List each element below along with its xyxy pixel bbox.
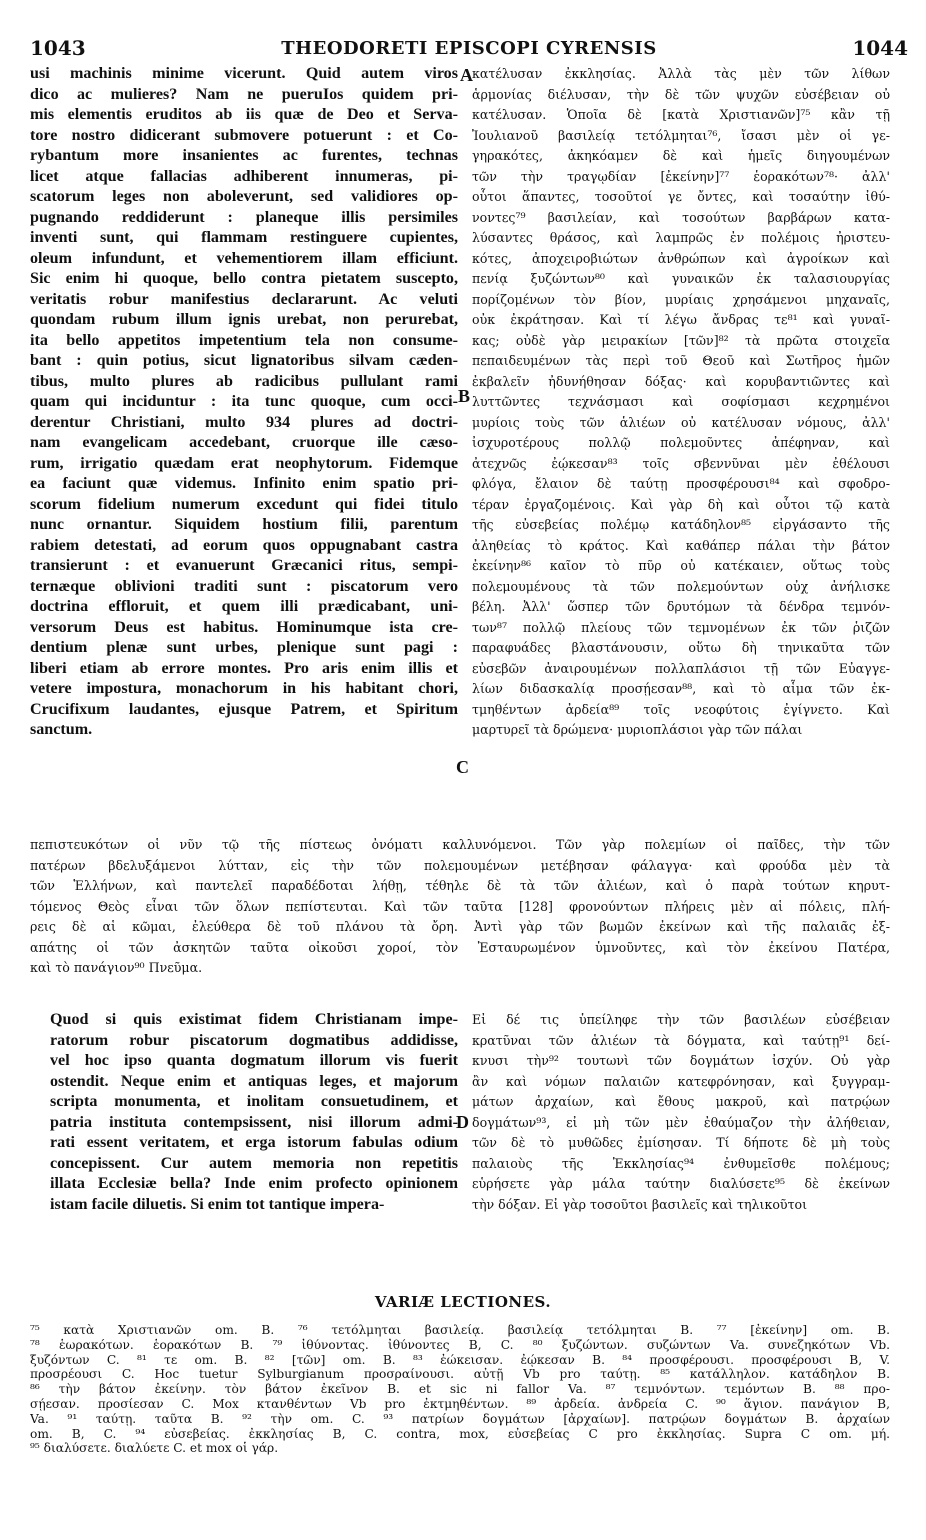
latin-top-line: oleum infundunt, et vehementiorem illam efficiunt. [30,249,458,267]
latin-bottom-line: scripta monumenta, et inolitam consuetudinem, et [50,1093,458,1110]
greek-bottom-line: παλαιοὺς τῆς Ἐκκλησίας⁹⁴ ἐνθυμεῖσθε πολέμους; [472,1155,890,1171]
greek-top-line: φλόγα, ἔλαιον δὲ ταύτῃ προσφέρουσι⁸⁴ καὶ σφοδρο- [472,476,890,491]
greek-top-line: κότες, ἀποχειροβιώτων ἀνθρώπων καὶ ἀγροίκων καὶ [472,250,890,266]
variae-line: om. B, C. ⁹⁴ εὐσεβείας. ἐκκλησίας B, C. contra, mox, εὐσεβείας C pro ἐκκλησίας. Supra C om. μή. [30,1426,890,1441]
latin-top-line: nunc ornantur. Siquidem hostium filii, parentum [30,516,458,533]
latin-column-bottom [50,1010,458,1215]
variae-line: ⁸⁶ τὴν βάτον ἐκείνην. τὸν βάτον ἐκεῖνον B. et sic ni fallor Va. ⁸⁷ τεμνόντων. τεμόντων B. ⁸⁸ προ- [30,1382,890,1397]
running-header [30,36,908,66]
greek-full-line: τῶν Ἑλλήνων, καὶ παντελεῖ παραδέδοται λήθῃ, τέθηλε δὲ τὰ τῶν ἁλιέων, καὶ ὁ παρὰ τούτων κηρυτ- [30,878,890,893]
variae-lectiones [30,1323,890,1456]
latin-top-line: tore nostro didicerant submovere potuerunt : et Co- [30,126,458,144]
greek-bottom-line: δογμάτων⁹³, εἰ μὴ τῶν μὲν ἐθαύμαζον τὴν ἀλήθειαν, [472,1114,890,1130]
variae-lectiones-title: VARIÆ LECTIONES. [374,1293,552,1311]
latin-top-line: doctrina effloruit, et quem illi prædicabant, uni- [30,598,458,615]
greek-top-line: πενίᾳ ξυζώντων⁸⁰ καὶ γυναικῶν ἐκ ταλασιουργίας [472,271,890,286]
latin-top-line: inventi sunt, qui flammam restinguere cupientes, [30,229,458,246]
latin-top-line: dentium plenæ sunt urbes, plenique sunt pagi : [30,639,458,656]
latin-top-line: ternæque oblivioni traditi sunt : piscatorum vero [30,577,458,595]
latin-top-line: usi machinis minime vicerunt. Quid autem viros [30,65,458,82]
greek-full-line: καὶ τὸ πανάγιον⁹⁰ Πνεῦμα. [30,960,203,975]
greek-top-line: των⁸⁷ πολλῷ πλείους τῶν τεμνομένων ἐκ τῶν ῥιζῶν [472,619,890,635]
greek-bottom-line: μάτων ἀρχαίων, καὶ ἔθους μακροῦ, καὶ πατρῴων [472,1094,890,1109]
latin-top-line: scatorum leges non aboleverunt, sed validiores op- [30,188,458,205]
greek-top-line: οὐκ ἐκράτησαν. Καὶ τί λέγω ἄνδρας τε⁸¹ καὶ γυναῖ- [472,312,890,327]
latin-top-line: transierunt : et evanuerunt Græcanici ritus, sempi- [30,557,458,574]
latin-bottom-line: illata Ecclesiæ bella? Inde enim profecto opinionem [50,1175,458,1192]
greek-top-line: γηρακότες, ἀκηκόαμεν δὲ καὶ ἡμεῖς διηγουμένων [472,148,890,163]
margin-marker-a: A [460,65,473,85]
variae-line: ⁷⁸ ἑωρακότων. ἑορακότων B. ⁷⁹ ἰθύνοντας. ἰθύνοντες B, C. ⁸⁰ ξυζώντων. συζώντων Va. συνεζηκότων Vb. [30,1337,890,1352]
greek-full-line: απάτης οἱ τῶν ἀσκητῶν ταῦτα οἰκοῦσι χοροί, τὸν Ἐσταυρωμένον ὑμνοῦντες, καὶ τὸν ἐκείνου Πατέρα, [30,939,890,955]
greek-top-line: κας; οὐδὲ γὰρ μειρακίων [τῶν]⁸² τὰ πρῶτα στοιχεῖα [472,332,890,348]
margin-marker-d: D [456,1112,469,1132]
latin-top-line: dico ac mulieres? Nam ne pueruIos quidem pri- [30,85,458,103]
latin-top-line: rabiem detestati, ad eorum quos oppugnabant castra [30,536,458,554]
greek-top-line: τῶν τὴν τραγῳδίαν [ἐκείνην]⁷⁷ ἑορακότων⁷⁸· ἀλλ' [472,168,890,184]
latin-bottom-line: vel hoc ipso quanta dogmatum illorum vis fuerit [50,1052,458,1069]
latin-bottom-line: Quod si quis existimat fidem Christianam impe- [50,1011,458,1028]
latin-top-line: tibus, multo plures ab radicibus pullulant rami [30,372,458,390]
page-number-left: 1043 [30,36,86,60]
latin-top-line: derentur Christiani, multo 934 plures ad doctri- [30,413,458,431]
greek-top-line: ἁρμονίας διέλυσαν, τὴν δὲ τῶν ψυχῶν εὐσέβειαν οὐ [472,86,890,102]
greek-bottom-line: ἂν καὶ νόμων παλαιῶν κατεφρόνησαν, καὶ ξυγγραμ- [472,1073,890,1089]
variae-line: ⁷⁵ κατὰ Χριστιανῶν om. B. ⁷⁶ τετόλμηται βασιλείᾳ. βασιλείᾳ τετόλμηται B. ⁷⁷ [ἐκείνην] om. B. [30,1323,890,1337]
greek-top-line: τέραν ἐργαζομένοις. Καὶ γὰρ δὴ καὶ οὗτοι τῷ κατὰ [472,496,890,512]
variae-line: σῄεσαν. προσίεσαν C. Mox κτανθέντων Vb pro ἐκτμηθέντων. ⁸⁹ ἀρδεία. ἀνδρεία C. ⁹⁰ ἅγιον. πανάγιον B, [30,1396,890,1411]
latin-bottom-line: ostendit. Neque enim et antiquas leges, et majorum [50,1072,458,1090]
latin-top-line: vetere impostura, monachorum in his habitant chori, [30,680,458,697]
greek-top-line: ἐκβαλεῖν ἠδυνήθησαν δόξας· καὶ κορυβαντιῶντες καὶ [472,373,890,389]
greek-top-line: εὐσεβῶν ἀναιρουμένων πολλαπλάσιοι τῇ τῶν Εὐαγγε- [472,660,890,676]
greek-column-top [472,64,890,741]
latin-top-line: scorum fidelium numerum excedunt qui fidei titulo [30,495,458,513]
greek-top-line: μαρτυρεῖ τὰ δρώμενα· μυριοπλάσιοι γὰρ τῶν πάλαι [472,722,803,737]
variae-line: Va. ⁹¹ ταύτῃ. ταῦτα B. ⁹² τὴν om. C. ⁹³ πατρίων δογμάτων [ἀρχαίων]. πατρῴων δογμάτων B. ἀρχαίων [30,1411,890,1426]
greek-top-line: ἀτεχνῶς ἐῴκεσαν⁸³ τοῖς σβεννῦναι μὲν ἐθέλουσι [472,455,890,471]
greek-full-line: τόμενος Θεὸς εἶναι τῶν ὅλων πεπίστευται. Καὶ τῶν ταῦτα [128] φρονούντων πλήρεις μὲν αἱ πόλεις, πλή- [30,898,890,914]
greek-column-bottom [472,1010,890,1215]
greek-bottom-line: κρατῦναι τῶν ἁλιέων τὰ δόγματα, καὶ ταύτῃ⁹¹ δεί- [472,1032,890,1048]
greek-bottom-line: εὑρήσετε γὰρ μάλα ταύτην διαλύσετε⁹⁵ δὲ ἐκείνων [472,1176,890,1191]
latin-top-line: licet atque fallacias adhiberent innumeras, pi- [30,167,458,185]
greek-top-line: βέλη. Ἀλλ' ὥσπερ τῶν δρυτόμων τὰ δένδρα τεμνόν- [472,599,890,614]
greek-top-line: τμηθέντων ἀρδεία⁸⁹ τοῖς νεοφύτοις ἐγίγνετο. Καὶ [472,701,890,717]
variae-line: ⁹⁵ διαλύσετε. διαλύετε C. et mox οἱ γάρ. [30,1441,279,1456]
latin-top-line: pugnando reddiderunt : planeque illis persimiles [30,208,458,226]
latin-bottom-line: ratorum robur piscatorum dogmatibus addidisse, [50,1031,458,1049]
greek-top-line: κατέλυσαν. Ὁποῖα δὲ [κατὰ Χριστιανῶν]⁷⁵ κἂν τῇ [472,107,890,122]
latin-top-line: ea faciunt quæ videmus. Infinito enim spatio pri- [30,475,458,492]
greek-top-line: μυρίοις τοὺς τῶν ἁλιέων οὐ κατέλυσαν νόμους, ἀλλ' [472,414,890,430]
latin-top-line: mis elementis eruditos ab iis quæ de Deo et Serva- [30,106,458,123]
latin-top-line: Sic enim hi quoque, bello contra pietatem suscepto, [30,270,458,287]
variae-line: προσρέουσι C. Hoc tuetur Sylburgianum προσραίνουσι. αὐτῇ Vb pro ταύτῃ. ⁸⁵ κατάλληλον. κατάδηλον B. [30,1367,890,1382]
greek-top-line: λυττῶντες τεχνάσμασι καὶ σοφίσμασι κεχρημένοι [472,394,890,409]
running-title: THEODORETI EPISCOPI CYRENSIS [281,38,657,59]
latin-top-line: nam evangelicam accedebant, cruorque ille cæso- [30,434,458,451]
greek-top-line: ἀληθείας τὸ κράτος. Καὶ καθάπερ πάλαι τὴν βάτον [472,537,890,553]
page-number-right: 1044 [852,36,908,60]
latin-top-line: versorum Deus est habitus. Hominumque ista cre- [30,618,458,636]
latin-top-line: quam qui inciduntur : ita tunc quoque, cum occi- [30,393,458,410]
latin-bottom-line: concepissent. Cur autem memoria non repetitis [50,1154,458,1172]
greek-bottom-line: τὴν δόξαν. Εἰ γὰρ τοσοῦτοι βασιλεῖς καὶ τηλικοῦτοι [472,1196,808,1212]
greek-full-line: πεπιστευκότων οἱ νῦν τῷ τῆς πίστεως ὀνόματι καλλυνόμενοι. Τῶν γὰρ πολεμίων οἱ παῖδες, τὴν τῶν [30,837,890,852]
latin-column-top [30,64,458,741]
latin-top-line: Crucifixum laudantes, ejusque Patrem, et Spiritum [30,700,458,718]
latin-top-line: liberi etiam ab errore montes. Pro aris enim illis et [30,659,458,677]
latin-top-line: ita bello appetitos impetentium tela non consume- [30,331,458,349]
greek-top-line: οὗτοι ἅπαντες, τοσοῦτοί γε ὄντες, καὶ τοσαύτην ἰθύ- [472,189,890,204]
greek-top-line: ἐκείνην⁸⁶ καῖον τὸ πῦρ οὐ κατέκαιεν, οὕτως τοὺς [472,558,890,573]
greek-top-line: παραφυάδες βλαστάνουσιν, οὕτω δὴ τηνικαῦτα τῶν [472,640,890,655]
latin-top-line: veritatis robur manifestius declararunt. Ac veluti [30,290,458,308]
greek-top-line: πορίζομένων τὸν βίον, μυρίαις χρησάμενοι μηχαναῖς, [472,291,890,307]
greek-top-line: πολεμουμένους τὰ τῶν πολεμούντων οὐχ ἀνήλισκε [472,578,890,594]
greek-top-line: λύσαντες θράσος, καὶ λαμπρῶς ἐν πολέμοις ἠριστευ- [472,230,890,245]
greek-full-width [30,835,890,979]
greek-top-line: κατέλυσαν ἐκκλησίας. Ἀλλὰ τὰς μὲν τῶν λίθων [472,66,890,81]
latin-top-line: sanctum. [30,721,93,738]
greek-full-line: πατέρων βδελυξάμενοι λύτταν, εἰς τὴν τῶν πολεμουμένων μετέβησαν φάλαγγα· καὶ φρούδα μὲν τὰ [30,857,890,873]
latin-top-line: rybantum more insanientes ac furentes, technas [30,147,458,164]
latin-bottom-line: patria instituta contempsissent, nisi illorum admi- [50,1113,458,1131]
greek-top-line: πεπαιδευμένων τὰς περὶ τοῦ Θεοῦ καὶ Σωτῆρος ἡμῶν [472,353,890,368]
latin-top-line: quondam rubum illum ignis urebat, non perurebat, [30,311,458,328]
margin-marker-b: B [458,386,471,406]
greek-top-line: Ἰουλιανοῦ βασιλείᾳ τετόλμηται⁷⁶, ἴσασι μὲν οἱ γε- [472,127,890,143]
latin-bottom-line: rati essent veritatem, et erga istorum fabulas odium [50,1134,458,1151]
latin-top-line: rum, irrigatio quædam erat neophytorum. Fidemque [30,454,458,472]
latin-top-line: bant : quin potius, sicut lignatoribus silvam cæden- [30,352,458,369]
greek-top-line: τῆς εὐσεβείας πολέμῳ κατάδηλον⁸⁵ εἰργάσαντο τῆς [472,517,890,532]
greek-bottom-line: κνυσι τὴν⁹² τουτωνὶ τῶν δογμάτων ἰσχύν. Οὐ γὰρ [472,1053,890,1068]
greek-full-line: ρεις δὲ αἱ κῶμαι, ἐλεύθερα δὲ τοῦ πλάνου τὰ ὄρη. Ἀντὶ γὰρ τῶν βωμῶν ἐκείνων καὶ τῆς παλαιᾶς ἐξ- [30,919,890,934]
greek-top-line: λίων διδασκαλίᾳ προσῄεσαν⁸⁸, καὶ τὸ αἷμα τῶν ἐκ- [472,681,890,696]
greek-top-line: νοντες⁷⁹ βασιλείαν, καὶ τοσούτων βαρβάρων κατα- [472,209,890,225]
greek-top-line: ἰσχυροτέρους πολλῷ πολεμοῦντες ἀπέφηναν, καὶ [472,435,890,450]
latin-bottom-line: istam facile diluetis. Si enim tot tantique impera- [50,1195,385,1213]
margin-marker-c: C [456,757,469,777]
variae-line: ξυζόντων C. ⁸¹ τε om. B. ⁸² [τῶν] om. B. ⁸³ ἐώκεισαν. ἐῴκεσαν B. ⁸⁴ προσφέρουσι. προσφέρουσι B, V. [30,1352,890,1367]
greek-bottom-line: Εἰ δέ τις ὑπείληφε τὴν τῶν βασιλέων εὐσέβειαν [472,1012,890,1027]
greek-bottom-line: τῶν δὲ τὸ μυθῶδες ἐμίσησαν. Τί δήποτε δὲ μὴ τοὺς [472,1135,890,1150]
